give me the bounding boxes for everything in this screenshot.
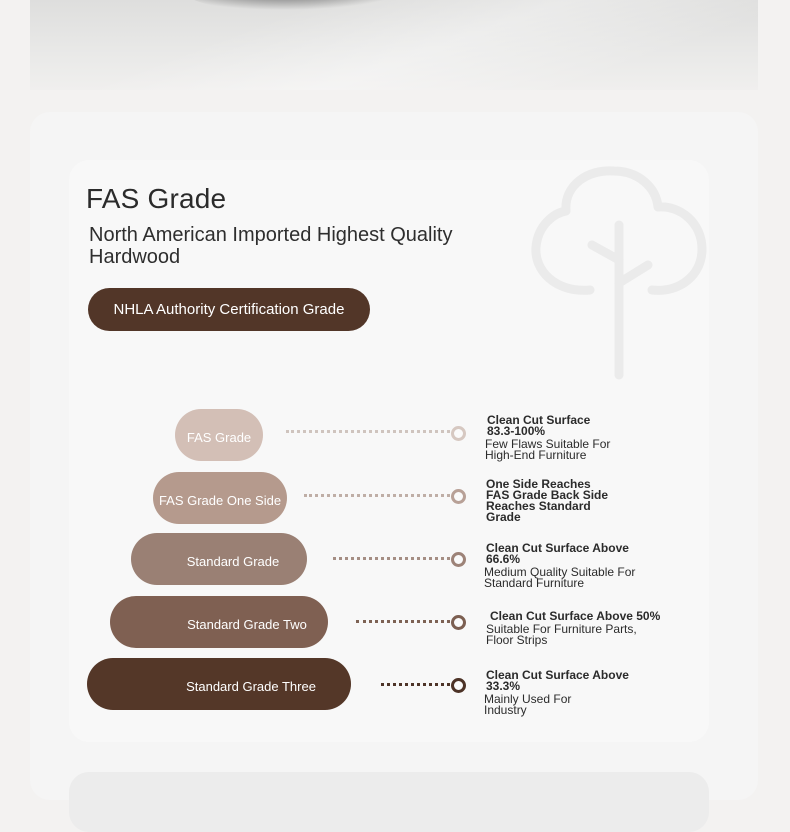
grade-heading: Clean Cut Surface Above 50%	[490, 609, 661, 623]
grade-detail: Medium Quality Suitable For Standard Furniture	[484, 565, 636, 590]
grade-heading: One Side Reaches FAS Grade Back Side Reaches Standard Grade	[486, 477, 609, 524]
connector-dot	[451, 426, 466, 441]
grade-heading: Clean Cut Surface Above 66.6%	[486, 541, 629, 566]
connector-line	[381, 683, 450, 686]
grade-heading: Clean Cut Surface Above 33.3%	[486, 668, 629, 693]
photo-sheen	[30, 0, 758, 90]
connector-dot	[451, 678, 466, 693]
next-card	[69, 772, 709, 832]
grade-pill-standard[interactable]	[131, 533, 307, 585]
grade-heading: Clean Cut Surface 83.3-100%	[487, 413, 591, 438]
connector-line	[356, 620, 450, 623]
grade-description	[486, 609, 675, 647]
grade-pill-label: FAS Grade	[186, 429, 252, 445]
grade-detail: Suitable For Furniture Parts, Floor Strips	[486, 622, 637, 647]
page-title: FAS Grade	[86, 183, 227, 214]
grade-pill-fas[interactable]	[175, 409, 263, 461]
grade-detail: Mainly Used For Industry	[484, 692, 572, 717]
grade-pill-label: Standard Grade Two	[187, 616, 307, 632]
connector-line	[333, 557, 450, 560]
connector-dot	[451, 489, 466, 504]
connector-line	[286, 430, 450, 433]
grade-description	[486, 670, 636, 716]
grade-detail: Few Flaws Suitable For High-End Furniture	[485, 437, 611, 462]
grade-pill-label: Standard Grade	[186, 553, 280, 569]
grade-pill-label: Standard Grade Three	[186, 678, 316, 694]
certification-button[interactable]: NHLA Authority Certification Grade	[88, 288, 370, 331]
page-subtitle: North American Imported Highest Quality Hardwood	[89, 224, 453, 268]
connector-dot	[451, 552, 466, 567]
grade-pill-fas-one-side[interactable]	[153, 472, 287, 524]
grade-pill-standard-two[interactable]	[110, 596, 328, 648]
grade-description	[486, 543, 641, 589]
connector-dot	[451, 615, 466, 630]
grade-pill-label: FAS Grade One Side	[158, 492, 282, 508]
tree-icon	[530, 165, 708, 380]
connector-line	[304, 494, 450, 497]
grade-description	[487, 415, 617, 461]
grade-pill-standard-three[interactable]	[87, 658, 351, 710]
hero-photo	[30, 0, 758, 90]
grade-description	[486, 479, 616, 523]
